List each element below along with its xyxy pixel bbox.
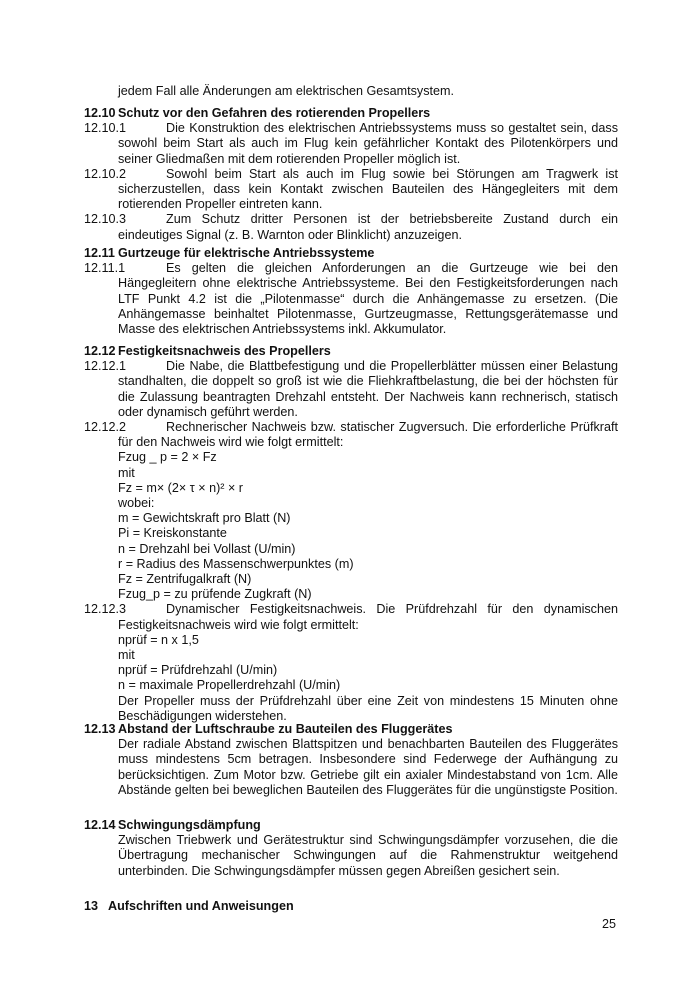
- list-item: [84, 602, 618, 724]
- section-heading: [84, 722, 618, 737]
- section-number: 12.10: [84, 106, 116, 120]
- formula-line: Fz = Zentrifugalkraft (N): [118, 572, 252, 587]
- item-text: Die Nabe, die Blattbefestigung und die Propellerblätter müssen einer Belastung standhalten, die doppelt so groß ist wie die Fliehkraftbelastung, die bei der höchsten für die Zulassung beantragten Drehzahl entsteht. Der Nachweis kann rechnerisch, statisch oder dynamisch geführt werden.: [118, 359, 618, 419]
- formula-line: Fz = m× (2× τ × n)² × r: [118, 480, 244, 495]
- formula-line: mit: [118, 648, 135, 663]
- section-text: Der radiale Abstand zwischen Blattspitzen und benachbarten Bauteilen des Fluggerätes muss mindestens 5cm betragen. Insbesondere sind Federwege der Aufhängung zu berücksichtigen. Zum Motor bzw. Getriebe gilt ein axialer Mindestabstand von 1cm. Alle Abstände gelten bei beweglichen Bauteilen des Fluggerätes für die ungünstigste Position.: [118, 737, 618, 797]
- list-item: [84, 167, 618, 213]
- item-number: 12.12.3: [84, 602, 127, 617]
- section-number: 12.12: [84, 344, 116, 358]
- item-number: 12.10.1: [84, 121, 127, 136]
- formula-line: nprüf = n x 1,5: [118, 632, 199, 647]
- item-number: 12.10.3: [84, 212, 127, 227]
- formula-line: n = Drehzahl bei Vollast (U/min): [118, 541, 296, 556]
- item-text: Rechnerischer Nachweis bzw. statischer Zugversuch. Die erforderliche Prüfkraft für den Nachweis wird wie folgt ermittelt:: [118, 420, 618, 450]
- item-text: Zum Schutz dritter Personen ist der betriebsbereite Zustand durch ein eindeutiges Signal (z. B. Warnton oder Blinklicht) anzuzeigen.: [118, 212, 618, 242]
- section-number: 12.11: [84, 246, 115, 260]
- formula-line: Pi = Kreiskonstante: [118, 526, 227, 541]
- chapter-title: Aufschriften und Anweisungen: [108, 899, 294, 913]
- chapter-number: 13: [84, 899, 99, 913]
- section-13: [84, 899, 618, 914]
- formula-line: Fzug _ p = 2 × Fz: [118, 450, 217, 465]
- item-text: Es gelten die gleichen Anforderungen an die Gurtzeuge wie bei den Hängegleitern ohne elektrische Antriebssysteme. Bei den Festigkeitsforderungen nach LTF Punkt 4.2 ist die „Pilotenmasse“ durch die Anhängemasse zu ersetzen. (Die Anhängemasse beinhaltet Pilotenmasse, Gurtzeugmasse, Rettungsgerätemasse und Masse des elektrischen Antriebssystems inkl. Akkumulator.: [118, 261, 618, 337]
- list-item: [84, 261, 618, 337]
- section-heading: [84, 344, 618, 359]
- list-item: [84, 359, 618, 420]
- section-number: 12.13: [84, 722, 116, 736]
- section-heading: [84, 106, 618, 121]
- item-number: 12.10.2: [84, 166, 127, 181]
- section-title: Gurtzeuge für elektrische Antriebssysteme: [118, 246, 375, 260]
- page-number: 25: [601, 917, 616, 931]
- list-item: [84, 212, 618, 242]
- item-number: 12.12.2: [84, 420, 127, 435]
- section-title: Festigkeitsnachweis des Propellers: [118, 344, 331, 358]
- section-title: Abstand der Luftschraube zu Bauteilen des Fluggerätes: [118, 722, 453, 736]
- item-number: 12.12.1: [84, 359, 127, 374]
- item-text: Sowohl beim Start als auch im Flug sowie bei Störungen am Tragwerk ist sicherzustellen, dass kein Kontakt zwischen Bauteilen des Hängegleiters mit dem rotierenden Propeller eintreten kann.: [118, 166, 618, 212]
- section-12-10: [84, 106, 618, 243]
- list-item: [84, 121, 618, 167]
- formula-line: nprüf = Prüfdrehzahl (U/min): [118, 663, 278, 678]
- formula-line: mit: [118, 465, 135, 480]
- closing-text: Der Propeller muss der Prüfdrehzahl über eine Zeit von mindestens 15 Minuten ohne Beschädigungen widerstehen.: [118, 693, 618, 723]
- intro-line: jedem Fall alle Änderungen am elektrischen Gesamtsystem.: [118, 84, 454, 98]
- section-title: Schwingungsdämpfung: [118, 818, 261, 832]
- item-text: Die Konstruktion des elektrischen Antriebssystems muss so gestaltet sein, dass sowohl beim Start als auch im Flug kein gefährlicher Kontakt des Pilotenkörpers und seiner Gliedmaßen mit dem rotierenden Propeller möglich ist.: [118, 121, 618, 166]
- section-heading: [84, 818, 618, 833]
- item-number: 12.11.1: [84, 261, 126, 276]
- section-12-11: [84, 246, 618, 337]
- section-12-14: [84, 818, 618, 879]
- section-12-13: [84, 722, 618, 798]
- section-12-12: [84, 344, 618, 724]
- formula-line: m = Gewichtskraft pro Blatt (N): [118, 511, 291, 526]
- item-text: Dynamischer Festigkeitsnachweis. Die Prüfdrehzahl für den dynamischen Festigkeitsnachweis wird wie folgt ermittelt:: [118, 602, 618, 632]
- formula-line: wobei:: [118, 496, 155, 511]
- formula-line: n = maximale Propellerdrehzahl (U/min): [118, 678, 341, 693]
- section-title: Schutz vor den Gefahren des rotierenden Propellers: [118, 106, 431, 120]
- section-number: 12.14: [84, 818, 116, 832]
- section-heading: [84, 246, 618, 261]
- section-text: Zwischen Triebwerk und Gerätestruktur sind Schwingungsdämpfer vorzusehen, die die Übertragung mechanischer Schwingungen auf die Rahmenstruktur weitgehend unterbinden. Die Schwingungsdämpfer müssen gegen Abreißen gesichert sein.: [118, 833, 618, 878]
- formula-line: r = Radius des Massenschwerpunktes (m): [118, 556, 354, 571]
- formula-line: Fzug_p = zu prüfende Zugkraft (N): [118, 587, 312, 602]
- chapter-heading: [84, 899, 618, 914]
- list-item: [84, 420, 618, 602]
